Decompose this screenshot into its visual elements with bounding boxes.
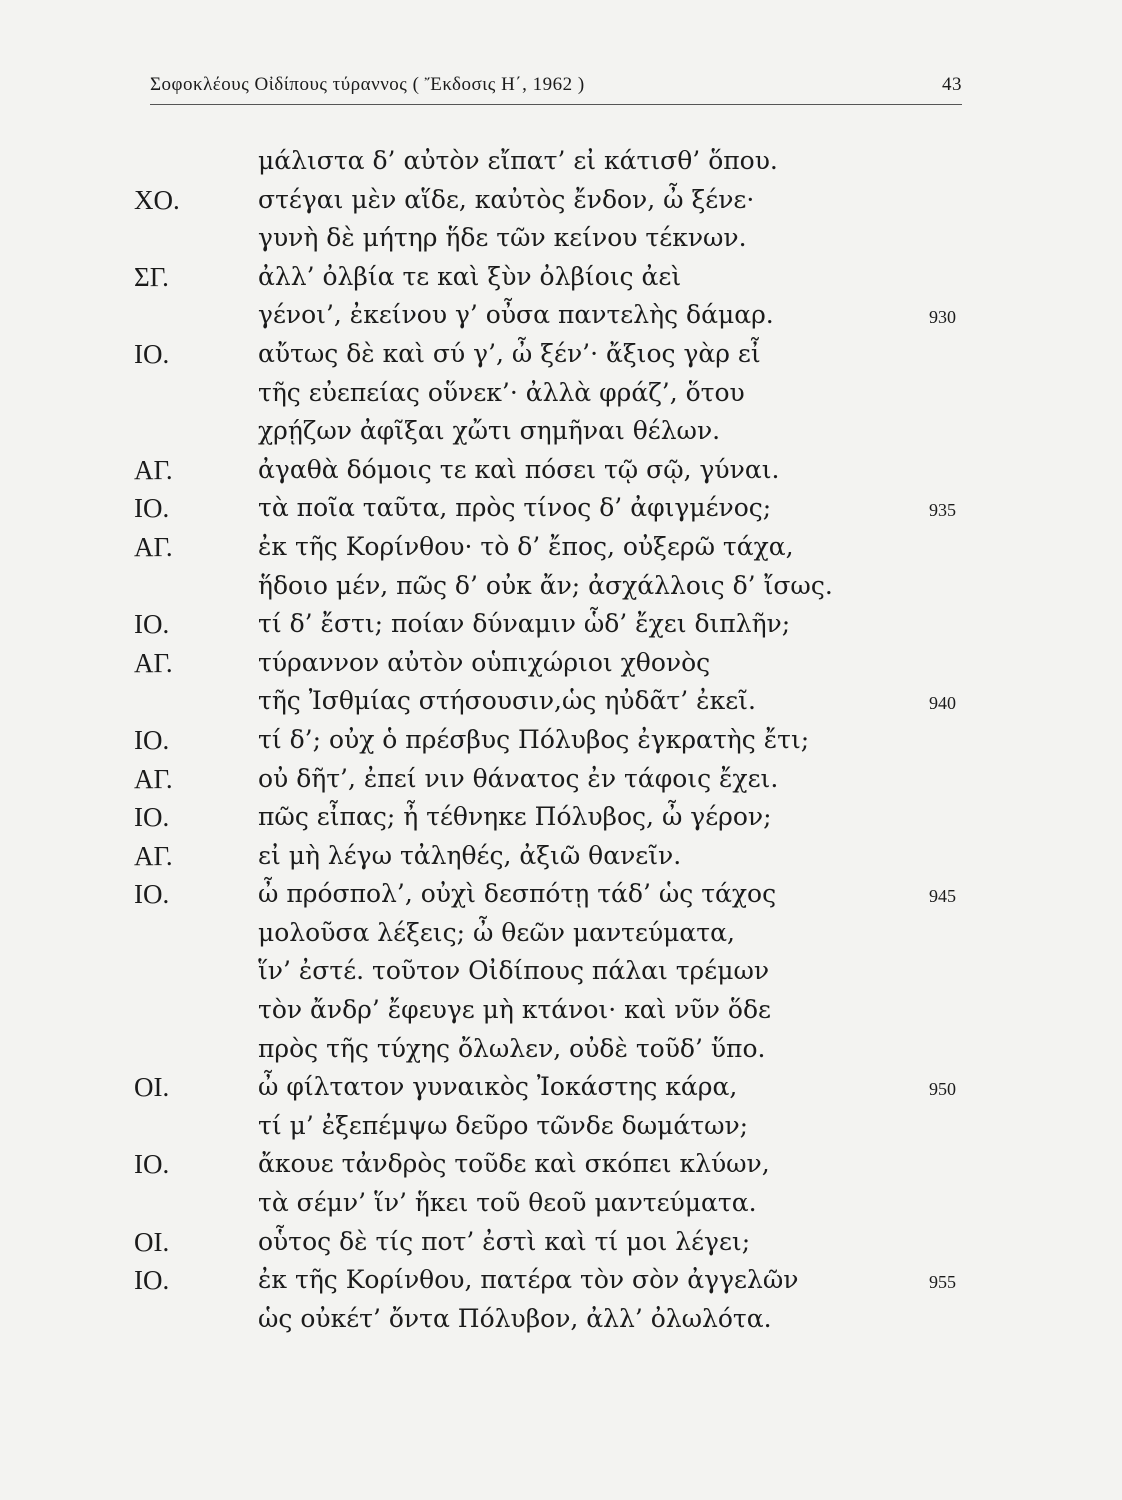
verse-text: μάλιστα δ’ αὐτὸν εἴπατ’ εἰ κάτισθ’ ὅπου.	[258, 146, 778, 175]
verse-line	[0, 181, 1122, 220]
verse-text: τὰ σέμν’ ἵν’ ἥκει τοῦ θεοῦ μαντεύματα.	[258, 1188, 757, 1218]
line-number: 955	[929, 1272, 956, 1293]
page-number: 43	[942, 74, 962, 95]
line-number: 945	[929, 886, 956, 907]
speaker-label: ΟΙ.	[134, 1226, 170, 1257]
verse-text: τὸν ἄνδρ’ ἔφευγε μὴ κτάνοι· καὶ νῦν ὅδε	[258, 995, 771, 1025]
verse-text: ὡς οὐκέτ’ ὄντα Πόλυβον, ἀλλ’ ὀλωλότα.	[258, 1303, 772, 1333]
verse-text: τί μ’ ἐξεπέμψω δεῦρο τῶνδε δωμάτων;	[258, 1110, 749, 1140]
verse-line	[0, 605, 1122, 644]
verse-text: πῶς εἶπας; ἦ τέθνηκε Πόλυβος, ὦ γέρον;	[258, 802, 772, 832]
verse-line	[0, 875, 1122, 914]
verse-text: ἀγαθὰ δόμοις τε καὶ πόσει τῷ σῷ, γύναι.	[258, 454, 780, 484]
verse-text: ὦ φίλτατον γυναικὸς Ἰοκάστης κάρα,	[258, 1072, 738, 1102]
verse-text: τί δ’; οὐχ ὁ πρέσβυς Πόλυβος ἐγκρατὴς ἔτι;	[258, 724, 810, 754]
running-header	[150, 70, 962, 105]
speaker-label: ΙΟ.	[134, 338, 170, 369]
verse-text: τί δ’ ἔστι; ποίαν δύναμιν ὧδ’ ἔχει διπλῆν;	[258, 609, 791, 639]
verse-line	[0, 142, 1122, 181]
verse-text: ἄκουε τἀνδρὸς τοῦδε καὶ σκόπει κλύων,	[258, 1149, 770, 1179]
speaker-label: ΙΟ.	[134, 802, 170, 833]
verse-line	[0, 721, 1122, 760]
verse-line	[0, 952, 1122, 991]
verse-line	[0, 1145, 1122, 1184]
verse-text: ἀλλ’ ὀλβία τε καὶ ξὺν ὀλβίοις ἀεὶ	[258, 261, 682, 291]
verse-line	[0, 1107, 1122, 1146]
verse-text: οὗτος δὲ τίς ποτ’ ἐστὶ καὶ τί μοι λέγει;	[258, 1226, 751, 1256]
speaker-label: ΧΟ.	[134, 184, 180, 215]
speaker-label: ΙΟ.	[134, 609, 170, 640]
verse-line	[0, 258, 1122, 297]
verse-line	[0, 489, 1122, 528]
verse-text: χρῄζων ἀφῖξαι χὤτι σημῆναι θέλων.	[258, 416, 721, 446]
speaker-label: ΑΓ.	[134, 647, 173, 678]
verse-text: γυνὴ δὲ μήτηρ ἥδε τῶν κείνου τέκνων.	[258, 223, 747, 253]
verse-line	[0, 760, 1122, 799]
verse-text: τῆς εὐεπείας οὕνεκ’· ἀλλὰ φράζ’, ὅτου	[258, 377, 745, 407]
line-number: 935	[929, 500, 956, 521]
verse-text: εἰ μὴ λέγω τἀληθές, ἀξιῶ θανεῖν.	[258, 840, 682, 870]
verse-text: ἐκ τῆς Κορίνθου· τὸ δ’ ἔπος, οὐξερῶ τάχα,	[258, 531, 794, 561]
verse-line	[0, 837, 1122, 876]
verse-line	[0, 1300, 1122, 1339]
verse-text: αὔτως δὲ καὶ σύ γ’, ὦ ξέν’· ἄξιος γὰρ εἶ	[258, 338, 761, 368]
speaker-label: ΟΙ.	[134, 1072, 170, 1103]
verse-line	[0, 644, 1122, 683]
verse-line	[0, 798, 1122, 837]
verse-line	[0, 1223, 1122, 1262]
speaker-label: ΑΓ.	[134, 531, 173, 562]
speaker-label: ΑΓ.	[134, 840, 173, 871]
verse-text: ἵν’ ἐστέ. τοῦτον Οἰδίπους πάλαι τρέμων	[258, 956, 770, 986]
verse-line	[0, 567, 1122, 606]
verse-line	[0, 991, 1122, 1030]
verse-text: γένοι’, ἐκείνου γ’ οὖσα παντελὴς δάμαρ.	[258, 300, 774, 330]
verse-line	[0, 914, 1122, 953]
verse-line	[0, 682, 1122, 721]
verse-line	[0, 528, 1122, 567]
line-number: 950	[929, 1079, 956, 1100]
speaker-label: ΙΟ.	[134, 879, 170, 910]
verse-line	[0, 219, 1122, 258]
verse-text: τῆς Ἰσθμίας στήσουσιν,ὡς ηὐδᾶτ’ ἐκεῖ.	[258, 686, 756, 716]
line-number: 940	[929, 693, 956, 714]
verse-line	[0, 412, 1122, 451]
verse-text: μολοῦσα λέξεις; ὦ θεῶν μαντεύματα,	[258, 917, 735, 947]
speaker-label: ΙΟ.	[134, 493, 170, 524]
header-title: Σοφοκλέους Οἰδίπους τύραννος ( Ἔκδοσις Η΄, 1962 )	[150, 74, 585, 95]
speaker-label: ΙΟ.	[134, 1149, 170, 1180]
verse-text: ἐκ τῆς Κορίνθου, πατέρα τὸν σὸν ἀγγελῶν	[258, 1265, 799, 1295]
verse-text: τύραννον αὐτὸν οὑπιχώριοι χθονὸς	[258, 647, 711, 677]
speaker-label: ΣΓ.	[134, 261, 169, 292]
verse-line	[0, 1261, 1122, 1300]
verse-line	[0, 451, 1122, 490]
verse-block	[0, 142, 1122, 1338]
verse-line	[0, 335, 1122, 374]
verse-text: στέγαι μὲν αἵδε, καὐτὸς ἔνδον, ὦ ξένε·	[258, 184, 755, 214]
verse-line	[0, 374, 1122, 413]
verse-text: οὐ δῆτ’, ἐπεί νιν θάνατος ἐν τάφοις ἔχει.	[258, 763, 779, 793]
verse-line	[0, 1184, 1122, 1223]
verse-text: πρὸς τῆς τύχης ὄλωλεν, οὐδὲ τοῦδ’ ὕπο.	[258, 1033, 766, 1063]
speaker-label: ΑΓ.	[134, 454, 173, 485]
speaker-label: ΑΓ.	[134, 763, 173, 794]
verse-line	[0, 1068, 1122, 1107]
speaker-label: ΙΟ.	[134, 1265, 170, 1296]
speaker-label: ΙΟ.	[134, 724, 170, 755]
verse-text: ἥδοιο μέν, πῶς δ’ οὐκ ἄν; ἀσχάλλοις δ’ ἴσως.	[258, 570, 833, 600]
verse-text: ὦ πρόσπολ’, οὐχὶ δεσπότῃ τάδ’ ὡς τάχος	[258, 879, 777, 909]
line-number: 930	[929, 307, 956, 328]
verse-text: τὰ ποῖα ταῦτα, πρὸς τίνος δ’ ἀφιγμένος;	[258, 493, 772, 523]
verse-line	[0, 296, 1122, 335]
verse-line	[0, 1030, 1122, 1069]
